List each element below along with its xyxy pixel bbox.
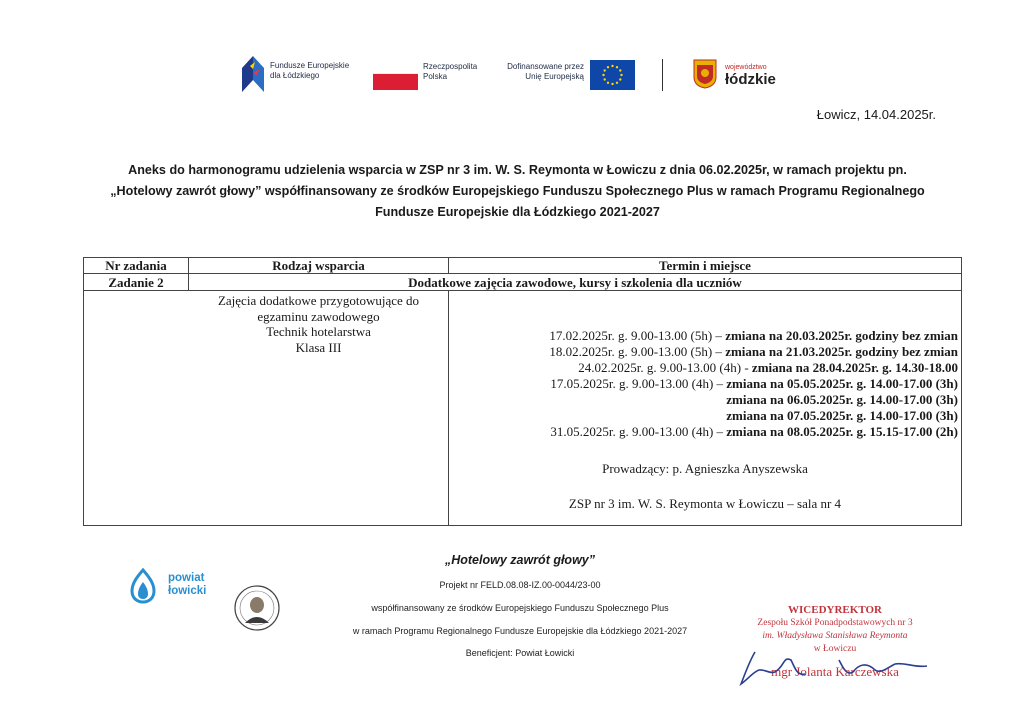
- cofunding-line: współfinansowany ze środków Europejskiego Funduszu Społecznego Plus: [371, 603, 669, 613]
- stamp-city-line: w Łowiczu: [813, 644, 857, 654]
- stamp-patron-line: im. Władysława Stanisława Reymonta: [762, 631, 908, 641]
- stamp-name: mgr Jolanta Karczewska: [771, 664, 899, 679]
- fe-logo-text: Fundusze Europejskie dla Łódzkiego: [270, 61, 350, 80]
- schedule-list: [448, 328, 958, 440]
- schedule-row: zmiana na 07.05.2025r. g. 14.00-17.00 (3h): [726, 408, 958, 423]
- rp-logo-text: Rzeczpospolita Polska: [423, 62, 478, 81]
- title-line-1: Aneks do harmonogramu udzielenia wsparcia w ZSP nr 3 im. W. S. Reymonta w Łowiczu z dnia 06.02.2025r, w ramach projektu pn.: [128, 163, 907, 177]
- handwritten-signature-icon: [735, 642, 935, 690]
- fundusze-europejskie-logo-icon: [242, 56, 264, 92]
- eu-logo-text: Dofinansowane przez Unię Europejską: [507, 62, 584, 81]
- powiat-logo-text: powiat łowicki: [168, 572, 207, 597]
- powiat-logo-icon: [126, 568, 160, 606]
- poland-flag-icon: [373, 73, 418, 90]
- beneficiary-line: Beneficjent: Powiat Łowicki: [465, 648, 575, 658]
- lodzkie-crest-icon: [693, 59, 717, 89]
- task-label: Zadanie 2: [108, 275, 164, 290]
- eu-flag-icon: [590, 60, 635, 90]
- section-title: Dodatkowe zajęcia zawodowe, kursy i szkolenia dla uczniów: [408, 275, 742, 290]
- logo-separator: [662, 59, 663, 91]
- header-date-place: Termin i miejsce: [659, 258, 751, 273]
- support-type-description: Zajęcia dodatkowe przygotowujące do egzaminu zawodowego Technik hotelarstwa Klasa III: [217, 293, 420, 355]
- header-support-type: Rodzaj wsparcia: [272, 258, 365, 273]
- schedule-row: 18.02.2025r. g. 9.00-13.00 (5h) – zmiana na 21.03.2025r. godziny bez zmian: [549, 344, 958, 359]
- lodzkie-logo-text: łódzkie: [725, 71, 776, 88]
- project-number: Projekt nr FELD.08.08-IZ.00-0044/23-00: [439, 580, 601, 590]
- stamp-school-line: Zespołu Szkół Ponadpodstawowych nr 3: [757, 618, 913, 628]
- project-title: „Hotelowy zawrót głowy”: [444, 553, 595, 567]
- schedule-row: 17.02.2025r. g. 9.00-13.00 (5h) – zmiana na 20.03.2025r. godziny bez zmian: [549, 328, 958, 343]
- program-line: w ramach Programu Regionalnego Fundusze Europejskie dla Łódzkiego 2021-2027: [352, 626, 688, 636]
- schedule-row: 17.05.2025r. g. 9.00-13.00 (4h) – zmiana na 05.05.2025r. g. 14.00-17.00 (3h): [550, 376, 958, 391]
- instructor-line: Prowadzący: p. Agnieszka Anyszewska: [602, 461, 808, 476]
- schedule-row: 31.05.2025r. g. 9.00-13.00 (4h) – zmiana na 08.05.2025r. g. 15.15-17.00 (2h): [550, 424, 958, 439]
- location-line: ZSP nr 3 im. W. S. Reymonta w Łowiczu – sala nr 4: [568, 496, 842, 511]
- schedule-row: 24.02.2025r. g. 9.00-13.00 (4h) - zmiana na 28.04.2025r. g. 14.30-18.00: [578, 360, 958, 375]
- document-date: Łowicz, 14.04.2025r.: [816, 107, 936, 122]
- title-line-2: „Hotelowy zawrót głowy” współfinansowany ze środków Europejskiego Funduszu Społecznego Plus w ramach Programu Regionalnego: [110, 184, 925, 198]
- header-task-number: Nr zadania: [105, 258, 167, 273]
- schedule-row: zmiana na 06.05.2025r. g. 14.00-17.00 (3h): [726, 392, 958, 407]
- stamp-role: WICEDYREKTOR: [788, 604, 882, 616]
- title-line-3: Fundusze Europejskie dla Łódzkiego 2021-2027: [375, 205, 660, 219]
- school-patron-seal-icon: [234, 585, 280, 631]
- lodzkie-small-text: województwo: [725, 64, 767, 71]
